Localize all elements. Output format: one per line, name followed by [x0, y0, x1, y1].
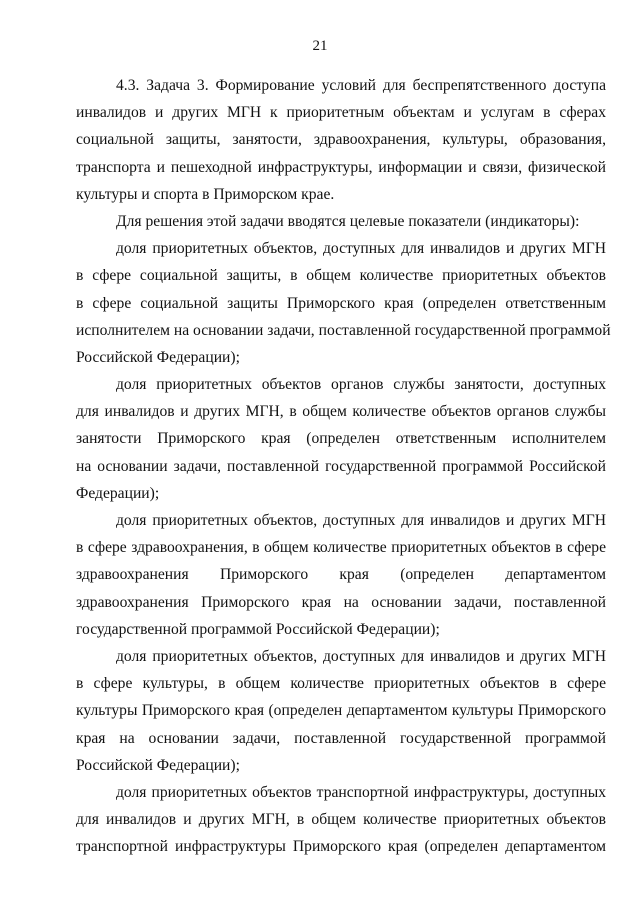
paragraph-indicators-intro [76, 208, 606, 235]
text-line: края на основании задачи, поставленной государственной программой [76, 729, 606, 747]
text-line: Российской Федерации); [76, 348, 240, 366]
text-line: доля приоритетных объектов органов службы занятости, доступных [116, 376, 606, 394]
text-line: 4.3. Задача 3. Формирование условий для беспрепятственного доступа [116, 77, 606, 94]
page-number: 21 [312, 38, 328, 54]
text-line: для инвалидов и других МГН, в общем количестве объектов органов службы [76, 403, 606, 421]
text-line: транспорта и пешеходной инфраструктуры, информации и связи, физической [76, 158, 606, 176]
text-line: здравоохранения Приморского края на основании задачи, поставленной [76, 593, 606, 611]
text-line: культуры и спорта в Приморском крае. [76, 185, 335, 203]
text-line: инвалидов и других МГН к приоритетным объектам и услугам в сферах [76, 104, 606, 122]
paragraph-indicator-employment [76, 371, 606, 507]
document-body [76, 72, 611, 860]
text-line: Для решения этой задачи вводятся целевые показатели (индикаторы): [116, 212, 580, 230]
text-line: транспортной инфраструктуры Приморского края (определен департаментом [76, 838, 606, 856]
text-line: Российской Федерации); [76, 756, 240, 774]
text-line: здравоохранения Приморского края (определен департаментом [76, 566, 606, 584]
text-line: доля приоритетных объектов, доступных для инвалидов и других МГН [116, 647, 606, 665]
text-line: Федерации); [76, 484, 160, 502]
text-line: социальной защиты, занятости, здравоохранения, культуры, образования, [76, 131, 606, 149]
text-line: в сфере культуры, в общем количестве приоритетных объектов в сфере [76, 675, 606, 693]
text-line: занятости Приморского края (определен ответственным исполнителем [76, 430, 606, 448]
text-line: для инвалидов и других МГН, в общем количестве приоритетных объектов [76, 811, 606, 829]
text-line: доля приоритетных объектов, доступных для инвалидов и других МГН [116, 512, 606, 529]
text-line: в сфере социальной защиты Приморского края (определен ответственным [76, 294, 606, 312]
text-line: в сфере здравоохранения, в общем количестве приоритетных объектов в сфере [76, 539, 606, 557]
paragraph-indicator-culture [76, 643, 606, 779]
paragraph-task-heading [76, 72, 606, 208]
paragraph-indicator-social [76, 235, 611, 371]
text-line: культуры Приморского края (определен департаментом культуры Приморского [76, 702, 606, 720]
text-line: на основании задачи, поставленной государственной программой Российской [76, 457, 606, 475]
paragraph-indicator-transport [76, 779, 606, 861]
text-line: доля приоритетных объектов, доступных для инвалидов и других МГН [116, 240, 606, 258]
text-line: государственной программой Российской Федерации); [76, 620, 440, 638]
text-line: доля приоритетных объектов транспортной инфраструктуры, доступных [116, 783, 606, 801]
text-line: исполнителем на основании задачи, поставленной государственной программой [76, 321, 611, 339]
paragraph-indicator-health [76, 507, 606, 643]
text-line: в сфере социальной защиты, в общем количестве приоритетных объектов [76, 267, 606, 285]
